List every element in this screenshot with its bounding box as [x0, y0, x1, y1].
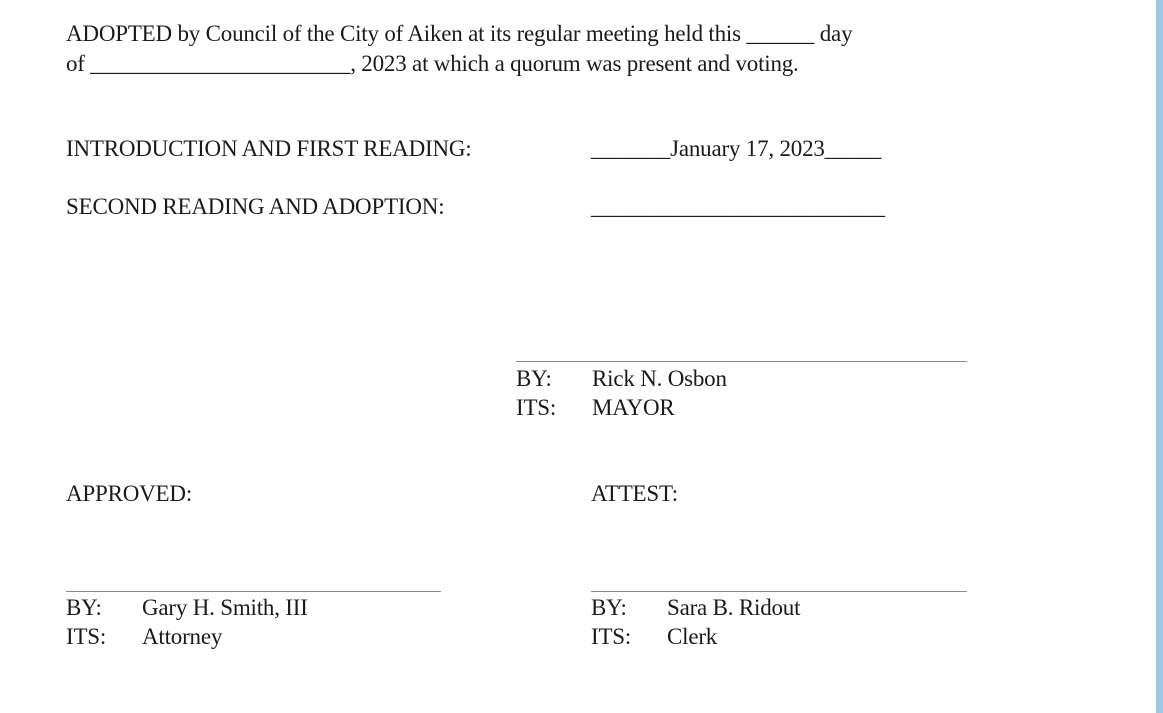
clerk-title: Clerk — [667, 624, 718, 649]
clerk-its-label: ITS: — [591, 624, 632, 649]
mayor-by-label: BY: — [516, 366, 552, 391]
attest-heading: ATTEST: — [591, 481, 678, 506]
attorney-signature-line — [66, 591, 441, 592]
attorney-name: Gary H. Smith, III — [142, 595, 308, 620]
attorney-by-label: BY: — [66, 595, 102, 620]
first-reading-label: INTRODUCTION AND FIRST READING: — [66, 136, 472, 161]
attorney-its-label: ITS: — [66, 624, 107, 649]
mayor-name: Rick N. Osbon — [592, 366, 727, 391]
mayor-its-label: ITS: — [516, 395, 557, 420]
viewer-edge-strip — [1156, 0, 1163, 713]
clerk-signature-line — [591, 591, 967, 592]
mayor-signature-line — [516, 361, 967, 362]
mayor-title: MAYOR — [592, 395, 675, 420]
second-reading-blank: __________________________ — [591, 194, 885, 219]
adoption-line-1: ADOPTED by Council of the City of Aiken at its regular meeting held this ______ day — [66, 21, 853, 46]
adoption-line-2: of _______________________, 2023 at which a quorum was present and voting. — [66, 51, 799, 76]
approved-heading: APPROVED: — [66, 481, 193, 506]
clerk-by-label: BY: — [591, 595, 627, 620]
clerk-name: Sara B. Ridout — [667, 595, 801, 620]
first-reading-date: _______January 17, 2023_____ — [591, 136, 882, 161]
second-reading-label: SECOND READING AND ADOPTION: — [66, 194, 445, 219]
attorney-title: Attorney — [142, 624, 223, 649]
